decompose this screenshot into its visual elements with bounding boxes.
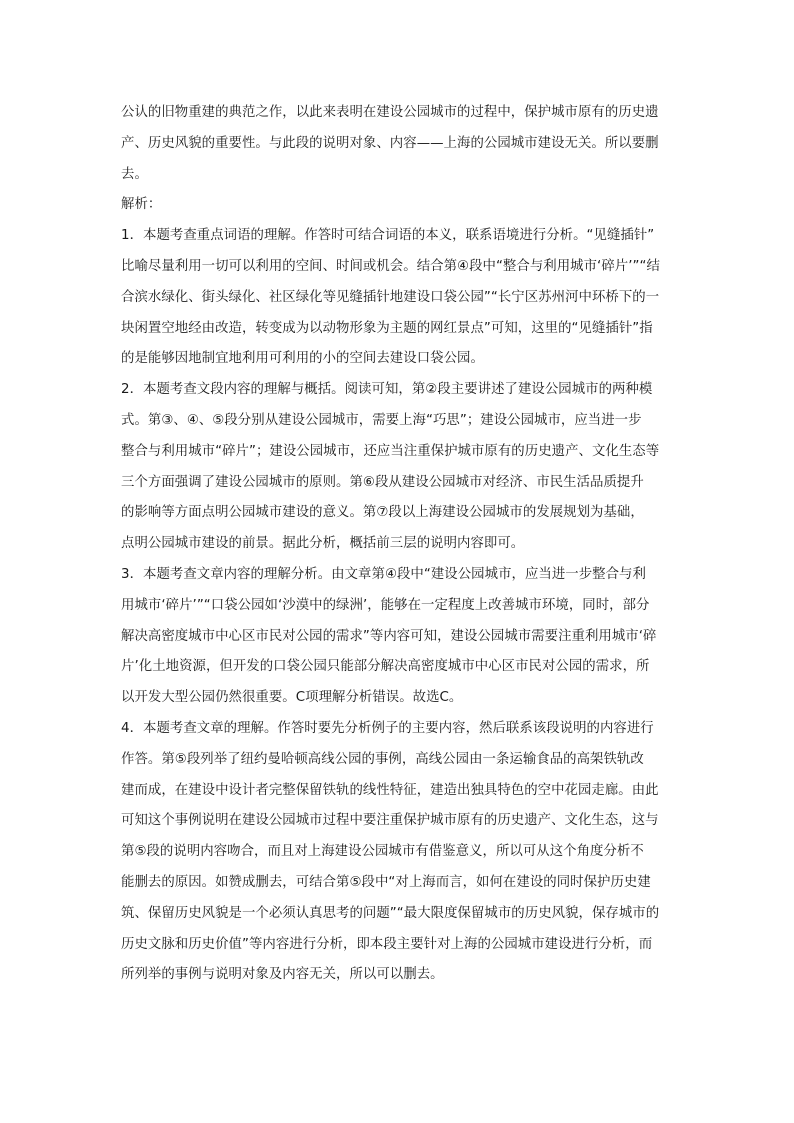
text-line: 3．本题考查文章内容的理解分析。由文章第④段中“建设公园城市，应当进一步整合与利 [121, 566, 646, 582]
text-line: 比喻尽量利用一切可以利用的空间、时间或机会。结合第④段中“整合与利用城市‘碎片’”“结 [121, 258, 660, 274]
text-line: 4．本题考查文章的理解。作答时要先分析例子的主要内容，然后联系该段说明的内容进行 [121, 720, 654, 736]
text-line: 历史文脉和历史价值”等内容进行分析，即本段主要针对上海的公园城市建设进行分析，而 [121, 936, 653, 952]
text-line: 三个方面强调了建设公园城市的原则。第⑥段从建设公园城市对经济、市民生活品质提升 [121, 474, 644, 490]
text-line: 合滨水绿化、街头绿化、社区绿化等见缝插针地建设口袋公园”“长宁区苏州河中环桥下的一 [121, 289, 660, 305]
text-line: 的影响等方面点明公园城市建设的意义。第⑦段以上海建设公园城市的发展规划为基础， [121, 505, 644, 521]
text-line: 的是能够因地制宜地利用可利用的小的空间去建设口袋公园。 [121, 351, 484, 367]
text-line: 用城市‘碎片’”“口袋公园如‘沙漠中的绿洲’，能够在一定程度上改善城市环境，同时，部分 [121, 597, 650, 613]
answer-analysis-text [121, 98, 674, 991]
text-line: 作答。第⑤段列举了纽约曼哈顿高线公园的事例，高线公园由一条运输食品的高架铁轨改 [121, 751, 644, 767]
text-line: 可知这个事例说明在建设公园城市过程中要注重保护城市原有的历史遗产、文化生态，这与 [121, 813, 659, 829]
text-line: 公认的旧物重建的典范之作，以此来表明在建设公园城市的过程中，保护城市原有的历史遗 [121, 105, 659, 120]
text-line: 解决高密度城市中心区市民对公园的需求”等内容可知，建设公园城市需要注重利用城市‘碎 [121, 628, 657, 644]
text-line: 产、历史风貌的重要性。与此段的说明对象、内容——上海的公园城市建设无关。所以要删 [121, 135, 659, 151]
text-line: 1．本题考查重点词语的理解。作答时可结合词语的本义，联系语境进行分析。“见缝插针” [121, 228, 655, 244]
text-line: 所列举的事例与说明对象及内容无关，所以可以删去。 [121, 967, 444, 983]
text-line: 能删去的原因。如赞成删去，可结合第⑤段中“对上海而言，如何在建设的同时保护历史建 [121, 874, 651, 890]
text-line: 去。 [121, 166, 148, 182]
text-line: 式。第③、④、⑤段分别从建设公园城市，需要上海“巧思”；建设公园城市，应当进一步 [121, 412, 642, 428]
text-line: 2．本题考查文段内容的理解与概括。阅读可知，第②段主要讲述了建设公园城市的两种模 [121, 382, 653, 398]
text-line: 以开发大型公园仍然很重要。C项理解分析错误。故选C。 [121, 690, 463, 706]
text-line: 建而成，在建设中设计者完整保留铁轨的线性特征，建造出独具特色的空中花园走廊。由此 [121, 782, 659, 798]
text-line: 点明公园城市建设的前景。据此分析，概括前三层的说明内容即可。 [121, 536, 525, 552]
text-line: 块闲置空地经由改造，转变成为以动物形象为主题的网红景点”可知，这里的“见缝插针”指 [121, 320, 653, 336]
text-line: 第⑤段的说明内容吻合，而且对上海建设公园城市有借鉴意义，所以可从这个角度分析不 [121, 844, 644, 860]
text-line: 片’化土地资源，但开发的口袋公园只能部分解决高密度城市中心区市民对公园的需求，所 [121, 659, 650, 675]
text-line: 解析： [121, 197, 162, 213]
text-line: 整合与利用城市“碎片”；建设公园城市，还应当注重保护城市原有的历史遗产、文化生态等 [121, 443, 660, 459]
text-line: 筑、保留历史风貌是一个必须认真思考的问题”“最大限度保留城市的历史风貌，保存城市的 [121, 905, 660, 921]
